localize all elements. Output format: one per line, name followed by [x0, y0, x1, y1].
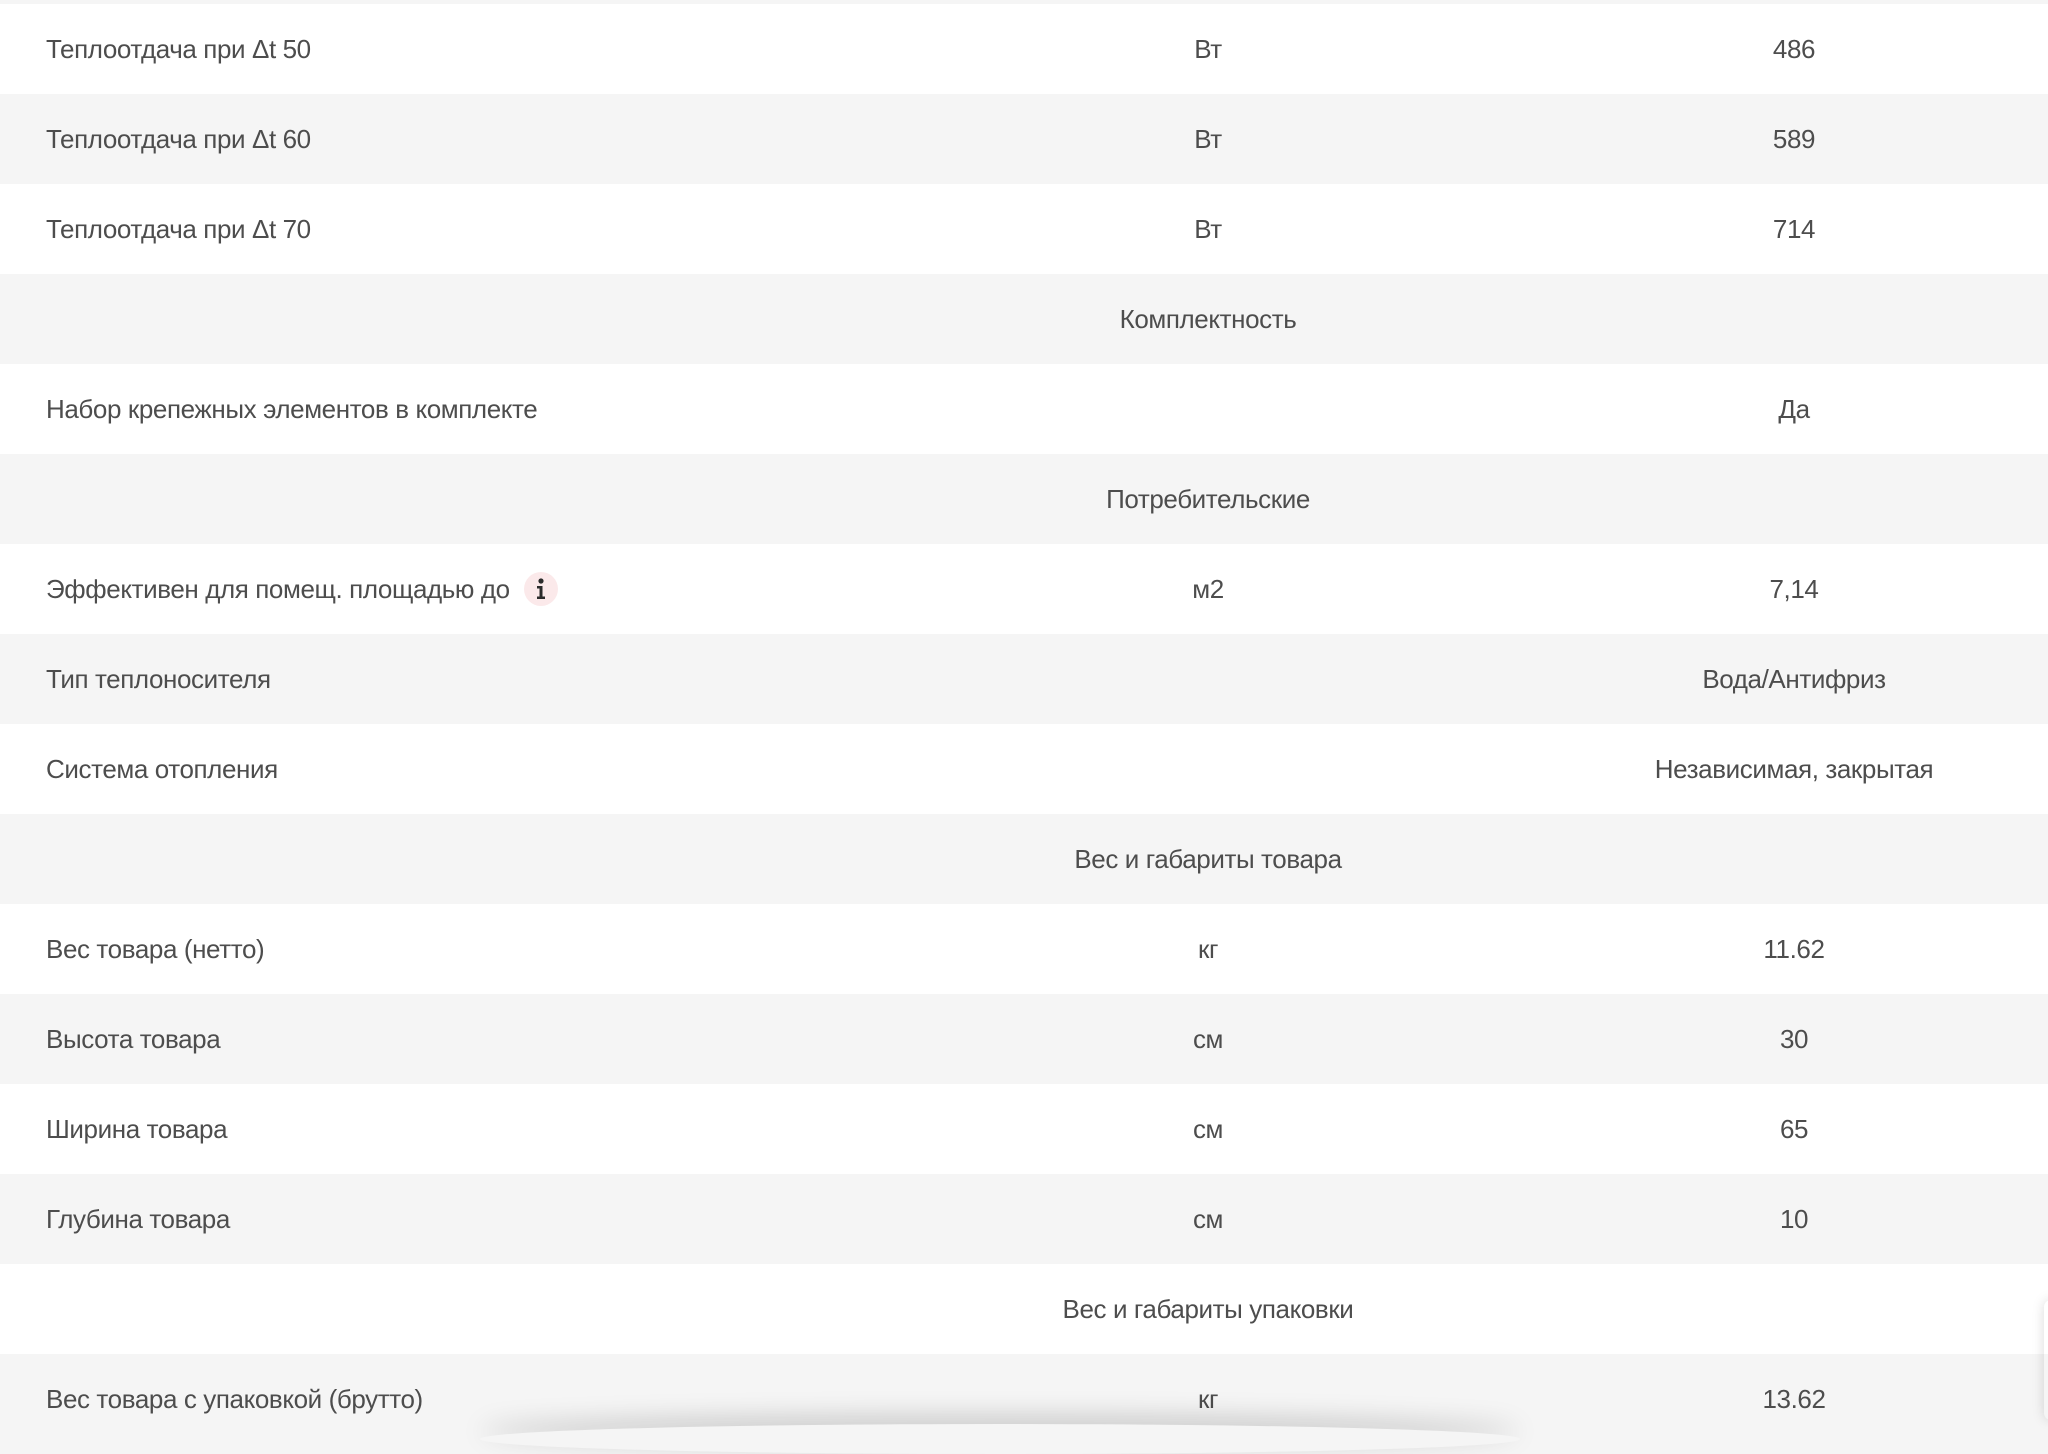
spec-value: 7,14 — [1769, 573, 1819, 604]
spec-row-depth — [0, 1174, 2048, 1264]
spec-value: Да — [1778, 393, 1810, 424]
section-title: Комплектность — [1119, 303, 1297, 334]
spec-row-heat-output-60 — [0, 94, 2048, 184]
spec-unit: см — [1192, 1113, 1224, 1144]
section-title: Потребительские — [1106, 483, 1310, 514]
spec-unit — [1108, 724, 1308, 814]
spec-value: 30 — [1779, 1023, 1809, 1054]
spec-unit: кг — [1197, 1383, 1219, 1414]
spec-name: Ширина товара — [46, 1113, 228, 1144]
spec-unit: см — [1192, 1203, 1224, 1234]
section-title: Вес и габариты упаковки — [1062, 1293, 1354, 1324]
spec-value: 65 — [1779, 1113, 1809, 1144]
spec-row-width — [0, 1084, 2048, 1174]
section-header-completeness — [0, 274, 2048, 364]
spec-value: 714 — [1772, 213, 1816, 244]
spec-name: Теплоотдача при Δt 60 — [46, 123, 311, 154]
spec-unit: кг — [1197, 933, 1219, 964]
section-header-package-dimensions — [0, 1264, 2048, 1354]
spec-name: Тип теплоносителя — [46, 663, 271, 694]
spec-unit: Вт — [1194, 33, 1222, 64]
spec-name: Вес товара (нетто) — [46, 933, 265, 964]
spec-unit — [1108, 364, 1308, 454]
spec-value: Независимая, закрытая — [1654, 753, 1934, 784]
spec-row-coolant-type — [0, 634, 2048, 724]
section-header-product-dimensions — [0, 814, 2048, 904]
spec-name: Глубина товара — [46, 1203, 230, 1234]
spec-row-gross-weight — [0, 1354, 2048, 1444]
spec-unit: м2 — [1192, 573, 1224, 604]
spec-row-mounting-kit — [0, 364, 2048, 454]
spec-value: 486 — [1772, 33, 1816, 64]
spec-row-effective-area — [0, 544, 2048, 634]
spec-row-heat-output-70 — [0, 184, 2048, 274]
spec-value: Вода/Антифриз — [1702, 663, 1886, 694]
spec-row-heating-system — [0, 724, 2048, 814]
spec-unit: см — [1192, 1023, 1224, 1054]
spec-value: 589 — [1772, 123, 1816, 154]
spec-name: Вес товара с упаковкой (брутто) — [46, 1383, 423, 1414]
specifications-table — [0, 4, 2048, 1444]
spec-name: Эффективен для помещ. площадью до — [46, 573, 510, 604]
section-header-consumer — [0, 454, 2048, 544]
spec-name: Теплоотдача при Δt 50 — [46, 33, 311, 64]
spec-row-height — [0, 994, 2048, 1084]
spec-value: 11.62 — [1763, 933, 1825, 964]
info-icon[interactable] — [524, 572, 558, 606]
spec-name: Высота товара — [46, 1023, 221, 1054]
spec-name: Система отопления — [46, 753, 278, 784]
spec-unit: Вт — [1194, 213, 1222, 244]
section-title: Вес и габариты товара — [1074, 843, 1342, 874]
spec-name: Теплоотдача при Δt 70 — [46, 213, 311, 244]
spec-unit: Вт — [1194, 123, 1222, 154]
spec-name-with-info — [46, 544, 558, 634]
spec-value: 10 — [1779, 1203, 1809, 1234]
spec-name: Набор крепежных элементов в комплекте — [46, 393, 538, 424]
spec-row-heat-output-50 — [0, 4, 2048, 94]
spec-row-net-weight — [0, 904, 2048, 994]
spec-unit — [1108, 634, 1308, 724]
spec-value: 13.62 — [1762, 1383, 1826, 1414]
